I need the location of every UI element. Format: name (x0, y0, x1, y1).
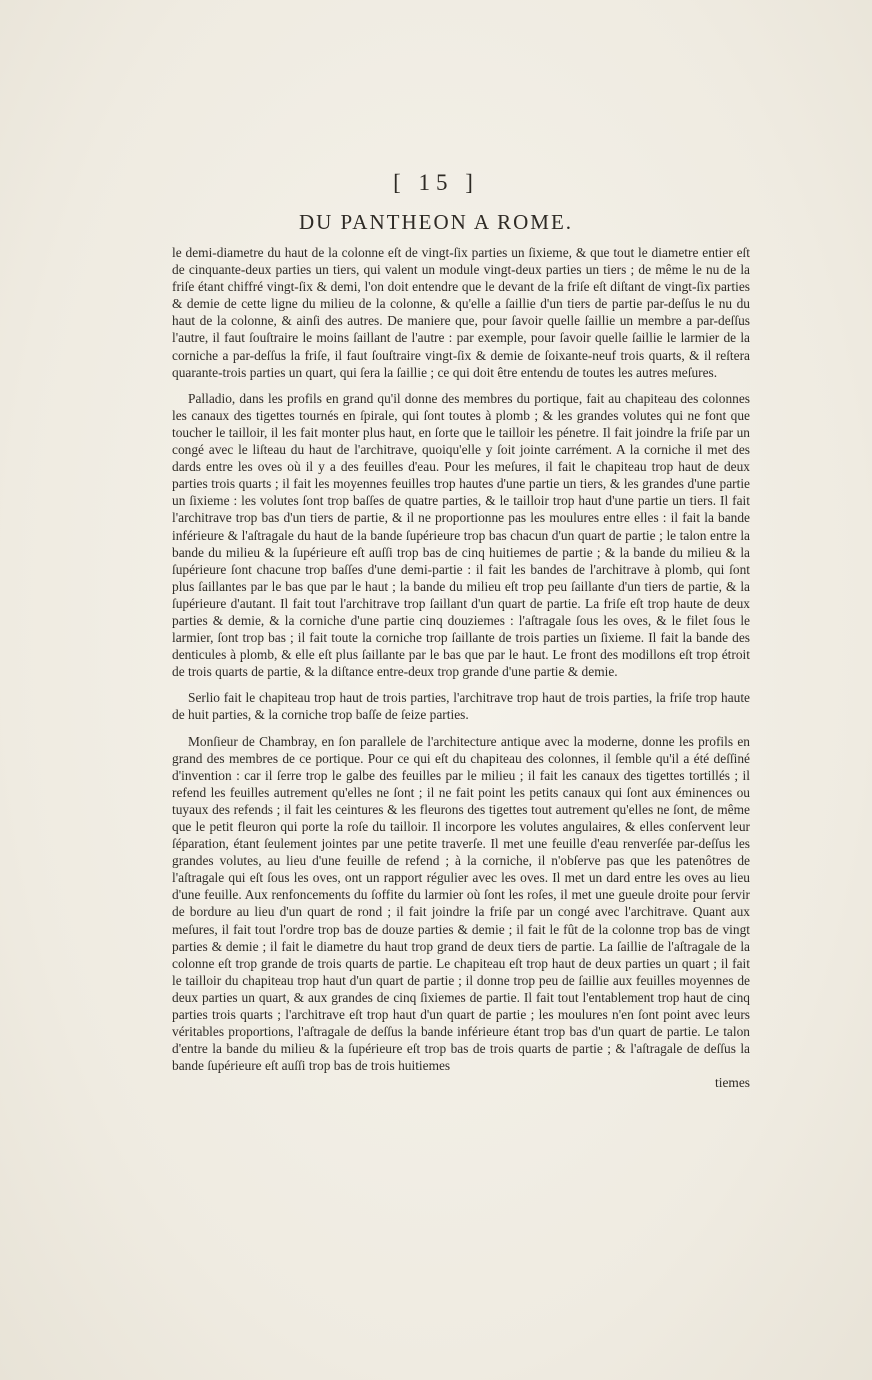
page-number: [ 15 ] (393, 170, 479, 195)
paragraph-serlio: Serlio fait le chapiteau trop haut de trois parties, l'architrave trop haut de trois parties, la friſe trop haute de huit parties, & la corniche trop baſſe de ſeize parties. (172, 690, 750, 723)
paragraph-measures: le demi-diametre du haut de la colonne eſt de vingt-ſix parties un ſixieme, & que tout le diametre entier eſt de cinquante-deux parties un tiers, qui valent un module vingt-deux parties un tiers ; de même le nu de la friſe étant chiffré vingt-ſix & demi, l'on doit entendre que le devant de la friſe eſt diſtant de vingt-ſix parties & demie de cette ligne du milieu de la colonne, & qu'elle a ſaillie d'un tiers de partie par-deſſus le nu du haut de la colonne, & ainſi des autres. De maniere que, pour ſavoir quelle ſaillie un membre a par-deſſus l'autre, il faut ſouſtraire le moins ſaillant de l'autre : par exemple, pour ſavoir quelle ſaillie le larmier de la corniche a par-deſſus la friſe, il faut ſouſtraire vingt-ſix & demie de ſoixante-neuf trois quarts, & il reſtera quarante-trois parties un quart, qui ſera la ſaillie ; ce qui doit être entendu de toutes les autres meſures. (172, 245, 750, 380)
paragraph-palladio: Palladio, dans les profils en grand qu'il donne des membres du portique, fait au chapiteau des colonnes les canaux des tigettes tournés en ſpirale, qui ſont toutes à plomb ; & les grandes volutes qui ne font que toucher le tailloir, il les fait monter plus haut, en ſorte que le tailloir les pénetre. Il fait joindre la friſe par un congé avec le liſteau du haut de l'architrave, quoiqu'elle y ſoit jointe carrément. A la corniche il met des dards entre les oves où il y a des feuilles d'eau. Pour les meſures, il fait le chapiteau trop haut de deux parties trois quarts ; il fait les moyennes feuilles trop hautes d'une partie un tiers, & les grandes d'une partie un ſixieme : les volutes ſont trop baſſes de quatre parties, & le tailloir trop haut d'une partie un tiers. Il fait l'architrave trop bas d'un tiers de partie, & il ne proportionne pas les moulures entre elles : il fait la bande inférieure & l'aſtragale du haut de la bande ſupérieure trop bas chacun d'un quart de partie ; le talon entre la bande du milieu & la ſupérieure eſt auſſi trop bas de cinq huitiemes de partie ; & la bande du milieu & la ſupérieure ſont chacune trop baſſes d'une demi-partie : il fait les bandes de l'architrave à plomb, qui ſont plus ſaillantes par le bas que par le haut ; la bande du milieu eſt trop peu ſaillante d'un tiers de partie, & la ſupérieure d'autant. Il fait tout l'architrave trop ſaillant d'un quart de partie. La friſe eſt trop haute de deux parties & demie, & la corniche d'une partie cinq douziemes : l'aſtragale ſous les oves, & le filet ſous le larmier, ſont trop bas ; il fait toute la corniche trop ſaillante de trois parties un ſixieme. Il fait la bande des denticules à plomb, & elle eſt plus ſaillante par le bas que par le haut. Le front des modillons eſt trop étroit de trois quarts de partie, & la diſtance entre-deux trop grande d'une partie & demie. (172, 390, 750, 680)
body-text (172, 244, 750, 1091)
paragraph-chambray: Monſieur de Chambray, en ſon parallele de l'architecture antique avec la moderne, donne les profils en grand des membres de ce portique. Pour ce qui eſt du chapiteau des colonnes, il ſemble qu'il a été deſſiné d'invention : car il ſerre trop le galbe des feuilles par le milieu ; il fait les canaux des tigettes tortillés ; il refend les feuilles autrement qu'elles ne ſont ; il ne fait point les petits canaux qui ſont aux éminences ou tuyaux des refends ; il fait les ceintures & les fleurons des tigettes tout autrement qu'elles ne ſont, de même que le petit fleuron qui porte la roſe du tailloir. Il incorpore les volutes angulaires, & elles conſervent leur ſéparation, étant ſeulement jointes par une petite traverſe. Il met une feuille d'eau renverſée par-deſſus les grandes volutes, au lieu d'une feuille de refend ; à la corniche, il n'obſerve pas que les patenôtres de l'aſtragale qui eſt ſous les oves, ont un rapport régulier avec les oves. Il met un dard entre les oves au lieu d'une feuille. Aux renfoncements du ſoffite du larmier où ſont les roſes, il met une gueule droite pour ſervir de bordure au lieu d'un quart de rond ; il fait joindre la friſe par un congé avec l'architrave. Quant aux meſures, il fait tout l'ordre trop bas de douze parties & demie ; il fait le fût de la colonne trop bas de vingt parties & demie ; il fait le diametre du haut trop grand de deux tiers de partie. La ſaillie de l'aſtragale de la colonne eſt trop grande de trois quarts de partie. Le chapiteau eſt trop haut de deux parties un quart ; il fait le tailloir du chapiteau trop haut d'un quart de partie ; il donne trop peu de ſaillie aux feuilles moyennes de deux parties un quart, & aux grandes de cinq ſixiemes de partie. Il fait tout l'entablement trop haut de cinq parties trois quarts ; l'architrave eſt trop haut d'un quart de partie ; les moulures n'en ſont point avec leurs véritables proportions, l'aſtragale de deſſus la bande inférieure étant trop bas d'un quart de partie. Le talon d'entre la bande du milieu & la ſupérieure eſt trop bas de trois quarts de partie ; & l'aſtragale de deſſus la bande ſupérieure eſt auſſi trop bas de trois huitiemes (172, 733, 750, 1074)
page-title: DU PANTHEON A ROME. (298, 210, 574, 234)
catchword: tiemes (715, 1075, 750, 1091)
